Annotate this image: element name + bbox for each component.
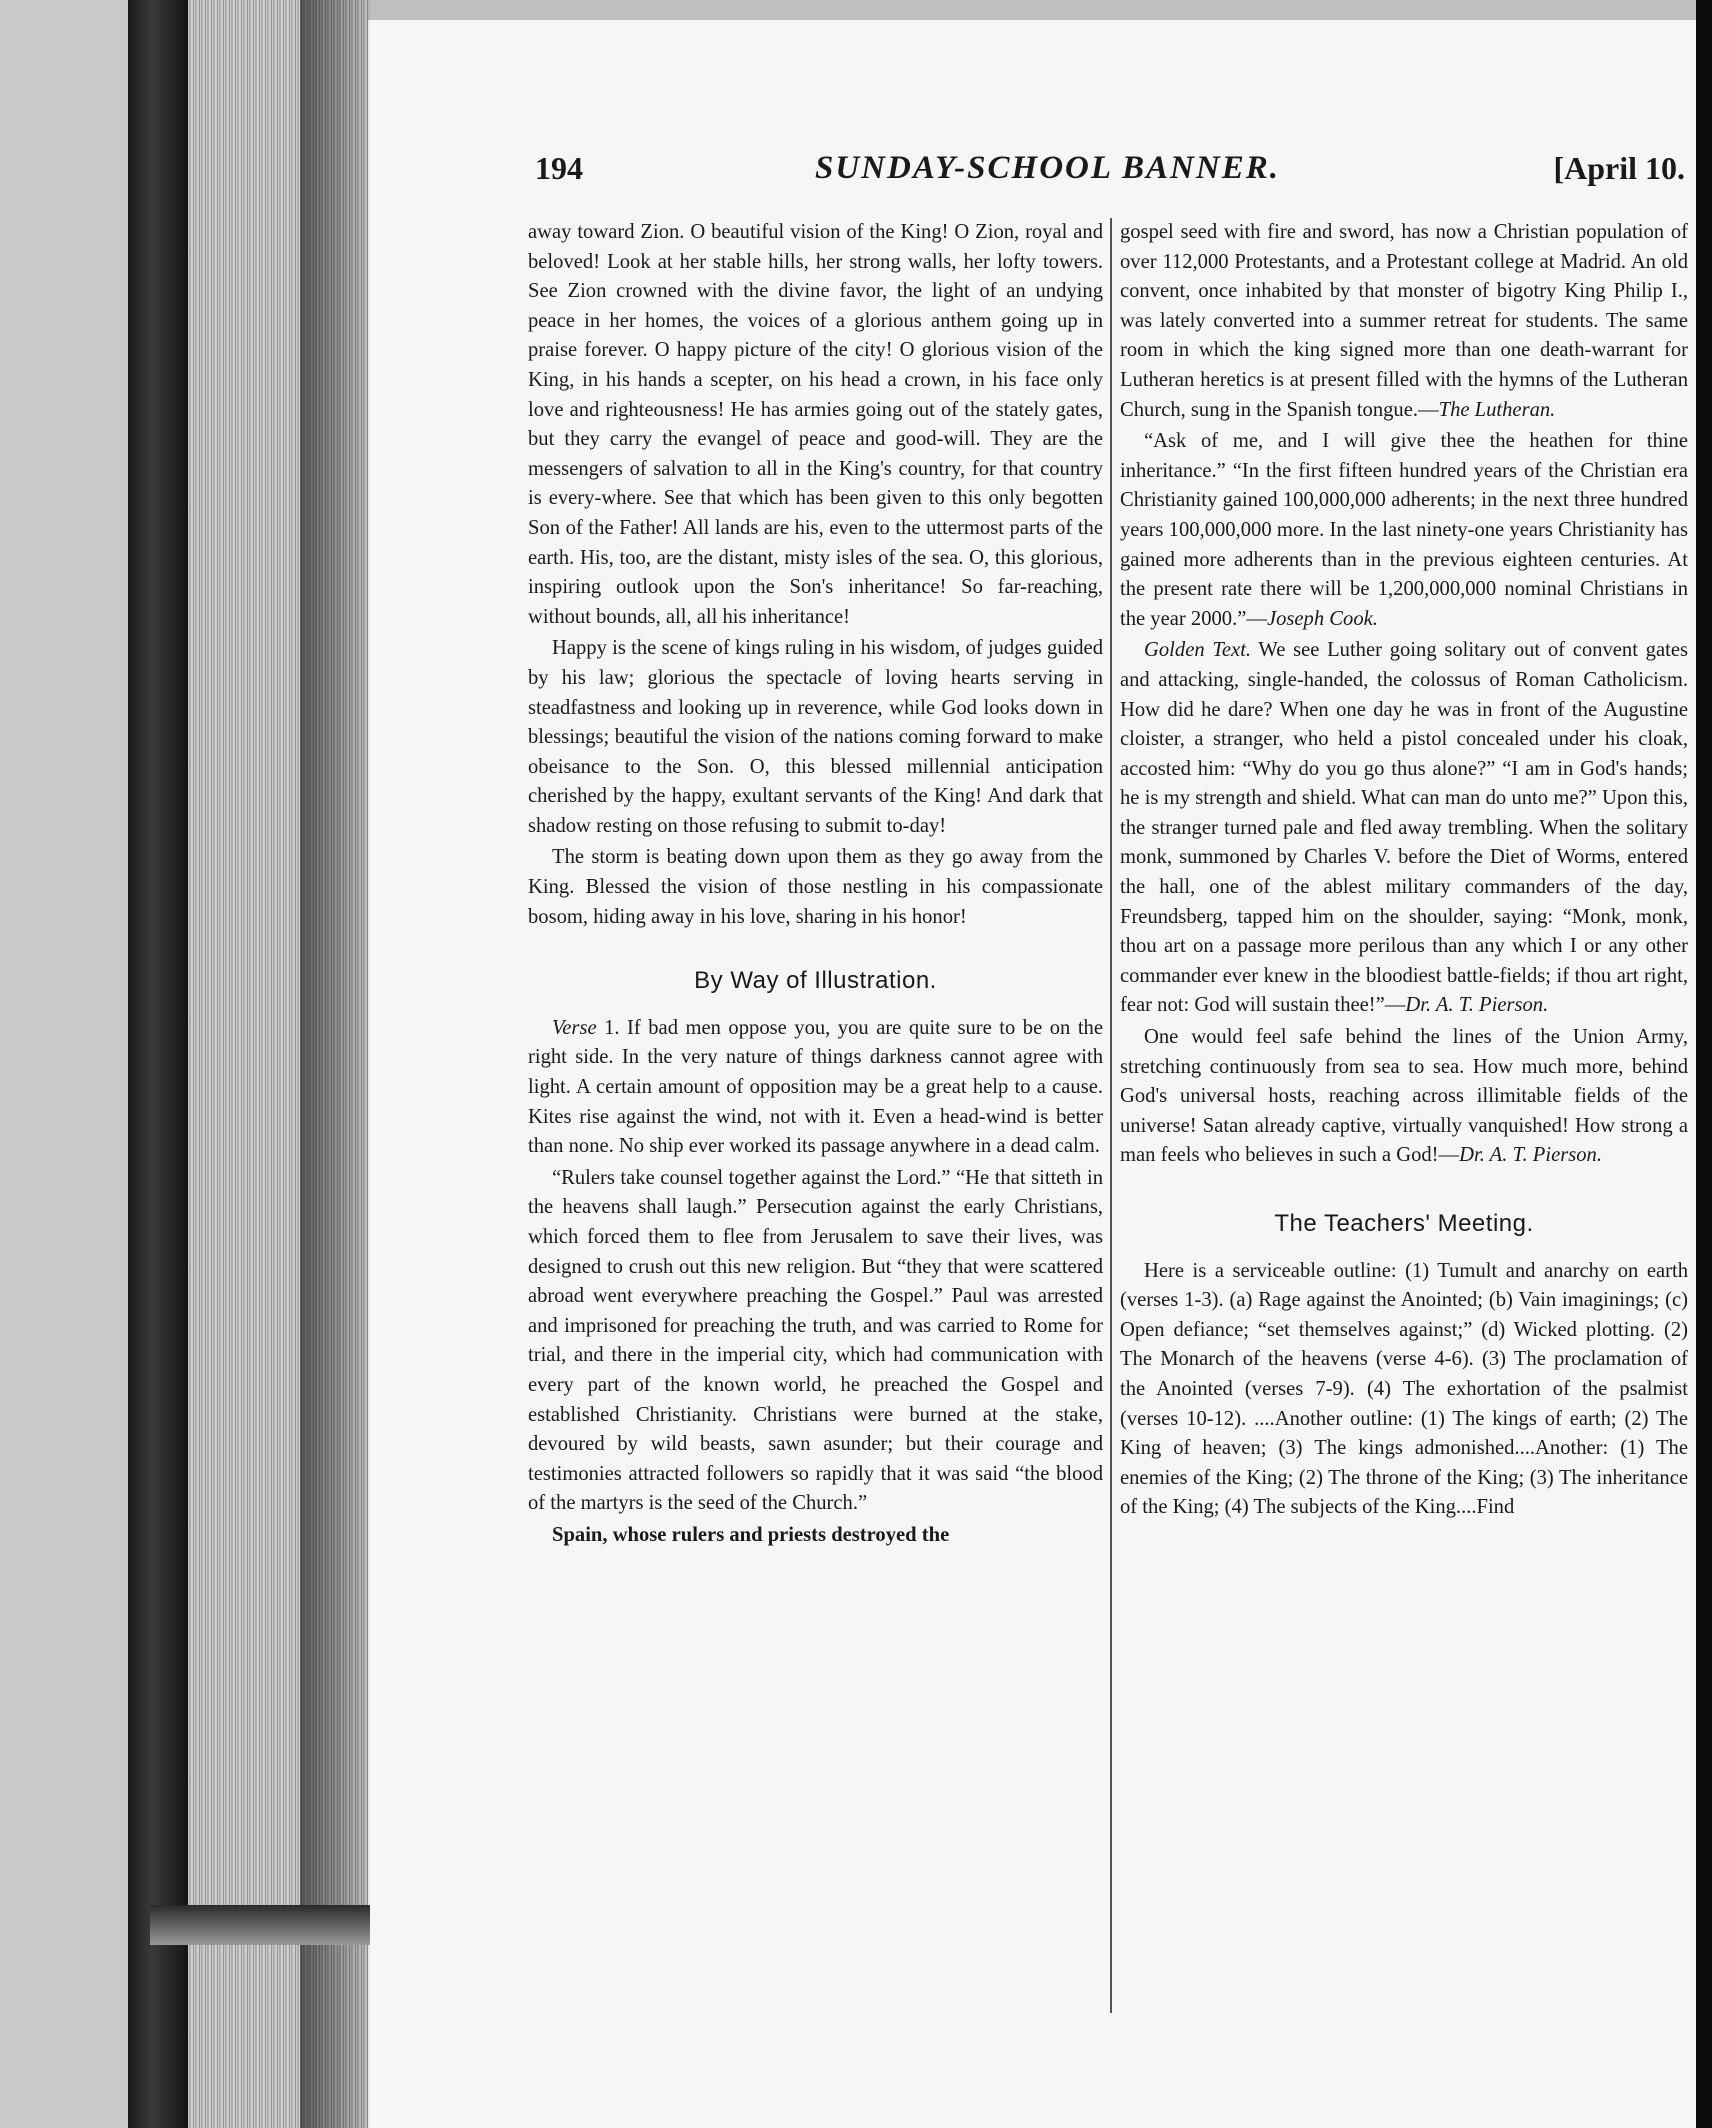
ask-of-me-text: “Ask of me, and I will give thee the heathen for thine inheritance.” “In the first fifteen hundred years of the Christian era Christianity gained 100,000,000 adherents; in the next three hundred years 100,000,000 more. In the last ninety-one years Christianity has gained more adherents than in the previous eighteen centuries. At the present rate there will be 1,200,000,000 nominal Christians in the year 2000.”—: [1120, 430, 1688, 630]
journal-title: SUNDAY-SCHOOL BANNER.: [815, 150, 1280, 186]
book-cover-edge: [128, 0, 188, 2128]
source-the-lutheran: The Lutheran.: [1438, 398, 1556, 421]
union-army-text: One would feel safe behind the lines of the Union Army, stretching continuously from sea to sea. How much more, behind God's universal hosts, reaching across illimitable fields of the universe! Satan already captive, virtually vanquished! How strong a man feels who believes in such a God!—: [1120, 1026, 1688, 1167]
source-pierson-1: Dr. A. T. Pierson.: [1405, 994, 1549, 1017]
gutter-shadow: [300, 0, 370, 2128]
book-bottom-edge: [150, 1905, 370, 1945]
paragraph-zion-vision: away toward Zion. O beautiful vision of the King! O Zion, royal and beloved! Look at her stable hills, her strong walls, her lofty towers. See Zion crowned with the divine favor, the light of an undying peace in her homes, the voices of a glorious anthem going up in praise forever. O happy picture of the city! O glorious vision of the King, in his hands a scepter, on his head a crown, in his face only love and righteousness! He has armies going out of the stately gates, but they carry the evangel of peace and good-will. They are the messengers of salvation to all in the King's country, for that country is every-where. See that which has been given to this only begotten Son of the Father! All lands are his, even to the uttermost parts of the earth. His, too, are the distant, misty isles of the sea. O, this glorious, inspiring outlook upon the Son's inheritance! So far-reaching, without bounds, all, all his inheritance!: [528, 221, 1103, 628]
paragraph-outline: Here is a serviceable outline: (1) Tumult and anarchy on earth (verses 1-3). (a) Rage against the Anointed; (b) Vain imaginings; (c) Open defiance; “set themselves against;” (d) Wicked plotting. (2) The Monarch of the heavens (verse 4-6). (3) The proclamation of the Anointed (verses 7-9). (4) The exhortation of the psalmist (verses 10-12). ....Another outline: (1) The kings of earth; (2) The King of heaven; (3) The kings admonished....Another: (1) The enemies of the King; (2) The throne of the King; (3) The inheritance of the King; (4) The subjects of the King....Find: [1120, 1259, 1688, 1519]
source-joseph-cook: Joseph Cook.: [1266, 607, 1378, 630]
column-rule: [1110, 218, 1112, 2013]
gospel-seed-text: gospel seed with fire and sword, has now a Christian population of over 112,000 Protestants, and a Protestant college at Madrid. An old convent, once inhabited by that monster of bigotry King Philip I., was lately converted into a summer retreat for students. The same room in which the king signed more than one death-warrant for Lutheran heretics is at present filled with the hymns of the Lutheran Church, sung in the Spanish tongue.—: [1120, 221, 1688, 421]
paragraph-rulers-counsel: “Rulers take counsel together against the Lord.” “He that sitteth in the heavens shall laugh.” Persecution against the early Christians, which forced them to flee from Jerusalem to save their lives, was designed to crush out this new religion. But “they that were scattered abroad went everywhere preaching the Gospel.” Paul was arrested and imprisoned for preaching the truth, and was carried to Rome for trial, and there in the imperial city, which had communication with every part of the known world, he preached the Gospel and established Christianity. Christians were burned at the stake, devoured by wild beasts, sawn asunder; but their courage and testimonies attracted followers so rapidly that it was said “the blood of the martyrs is the seed of the Church.”: [528, 1166, 1103, 1515]
paragraph-verse-one: [528, 1014, 1103, 1162]
running-head: [535, 150, 1685, 200]
paragraph-golden-text: [1120, 636, 1688, 1021]
right-column: [1120, 218, 1688, 1523]
verse-label: Verse: [552, 1016, 597, 1039]
heading-teachers-meeting: The Teachers' Meeting.: [1274, 1210, 1534, 1237]
golden-text-label: Golden Text.: [1144, 639, 1252, 662]
paragraph-spain: Spain, whose rulers and priests destroyed the: [552, 1523, 950, 1546]
paragraph-union-army: [1120, 1023, 1688, 1171]
left-column: [528, 218, 1103, 1551]
scan-background-right: [1696, 0, 1712, 2128]
paragraph-ask-of-me: [1120, 427, 1688, 634]
issue-date: [April 10.: [1553, 150, 1685, 186]
verse-one-text: 1. If bad men oppose you, you are quite sure to be on the right side. In the very nature of things darkness cannot agree with light. A certain amount of opposition may be a great help to a cause. Kites rise against the wind, not with it. Even a head-wind is better than none. No ship ever worked its passage anywhere in a dead calm.: [528, 1016, 1103, 1158]
golden-text-body: We see Luther going solitary out of convent gates and attacking, single-handed, the colossus of Roman Catholicism. How did he dare? When one day he was in front of the Augustine cloister, a stranger, who held a pistol concealed under his cloak, accosted him: “Why do you go thus alone?” “I am in God's hands; he is my strength and shield. What can man do unto me?” Upon this, the stranger turned pale and fled away trembling. When the solitary monk, summoned by Charles V. before the Diet of Worms, entered the hall, one of the ablest military commanders of the day, Freundsberg, tapped him on the shoulder, saying: “Monk, monk, thou art on a passage more perilous than any which I or any other commander ever knew in the bloodiest battle-fields; if thou art right, fear not: God will sustain thee!”—: [1120, 639, 1688, 1017]
page-number: 194: [535, 150, 583, 186]
paragraph-happy-scene: Happy is the scene of kings ruling in his wisdom, of judges guided by his law; glorious the spectacle of loving hearts serving in steadfastness and looking up in reverence, while God looks down in blessings; beautiful the vision of the nations coming forward to make obeisance to the Son. O, this blessed millennial anticipation cherished by the happy, exultant servants of the King! And dark that shadow resting on those refusing to submit to-day!: [528, 637, 1103, 837]
paragraph-gospel-seed: [1120, 218, 1688, 425]
paragraph-storm: The storm is beating down upon them as they go away from the King. Blessed the vision of those nestling in his compassionate bosom, hiding away in his love, sharing in his honor!: [528, 846, 1103, 928]
heading-by-way-of-illustration: By Way of Illustration.: [694, 967, 937, 995]
source-pierson-2: Dr. A. T. Pierson.: [1459, 1144, 1602, 1167]
